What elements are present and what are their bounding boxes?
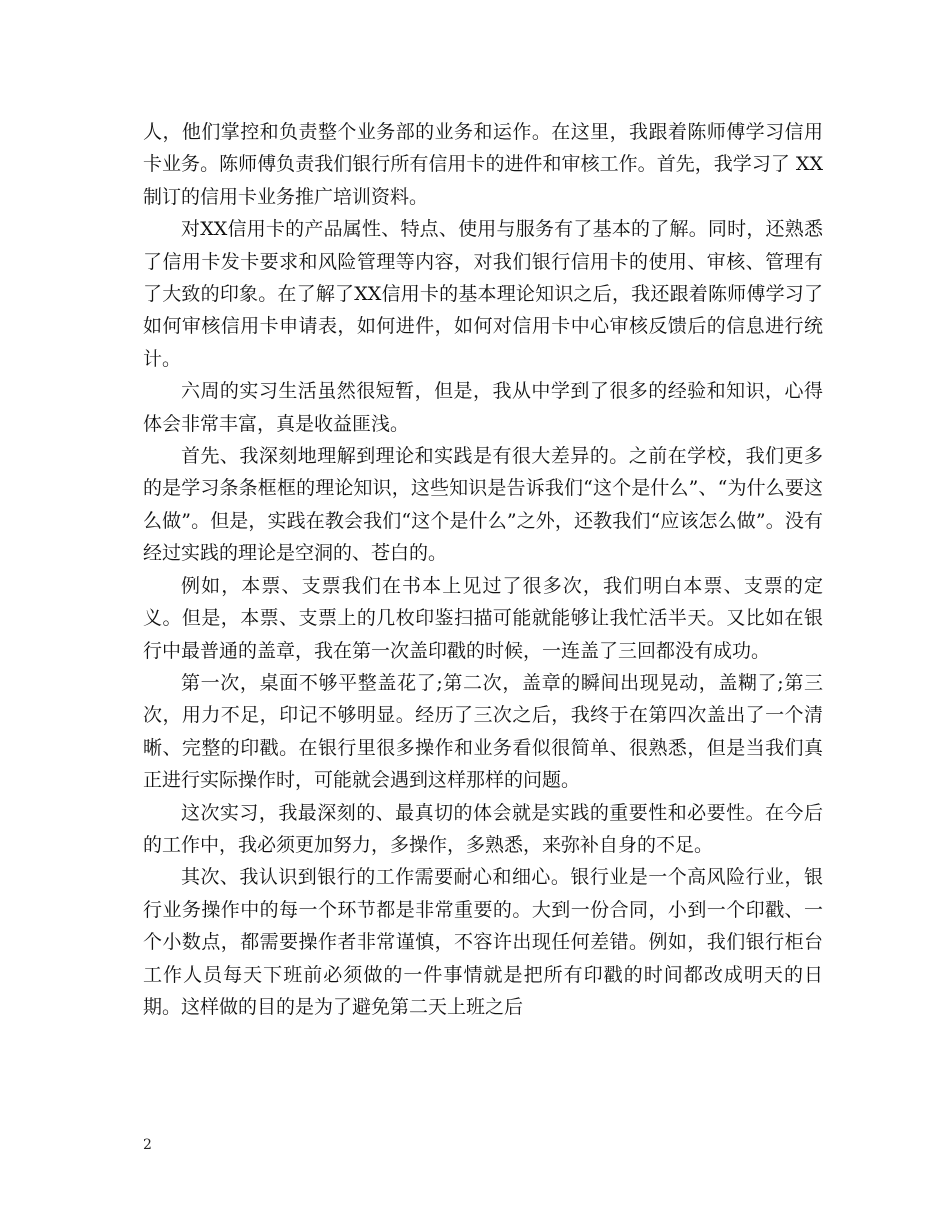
paragraph-4: 首先、我深刻地理解到理论和实践是有很大差异的。之前在学校，我们更多的是学习条条框框的理论知识，这些知识是告诉我们“这个是什么”、“为什么要这么做”。但是，实践在教会我们“这个是什么”之外，还教我们“应该怎么做”。没有经过实践的理论是空洞的、苍白的。 <box>143 445 823 565</box>
paragraph-7: 这次实习，我最深刻的、最真切的体会就是实践的重要性和必要性。在今后的工作中，我必须更加努力，多操作，多熟悉，来弥补自身的不足。 <box>143 801 823 856</box>
paragraph-5: 例如，本票、支票我们在书本上见过了很多次，我们明白本票、支票的定义。但是，本票、支票上的几枚印鉴扫描可能就能够让我忙活半天。又比如在银行中最普通的盖章，我在第一次盖印戳的时候，一连盖了三回都没有成功。 <box>143 574 823 662</box>
paragraph-3: 六周的实习生活虽然很短暂，但是，我从中学到了很多的经验和知识，心得体会非常丰富，真是收益匪浅。 <box>143 380 823 435</box>
paragraph-8: 其次、我认识到银行的工作需要耐心和细心。银行业是一个高风险行业，银行业务操作中的每一个环节都是非常重要的。大到一份合同，小到一个印戳、一个小数点，都需要操作者非常谨慎，不容许出现任何差错。例如，我们银行柜台工作人员每天下班前必须做的一件事情就是把所有印戳的时间都改成明天的日期。这样做的目的是为了避免第二天上班之后 <box>143 866 823 1018</box>
document-body <box>143 116 823 1023</box>
paragraph-2: 对XX信用卡的产品属性、特点、使用与服务有了基本的了解。同时，还熟悉了信用卡发卡要求和风险管理等内容，对我们银行信用卡的使用、审核、管理有了大致的印象。在了解了XX信用卡的基本理论知识之后，我还跟着陈师傅学习了如何审核信用卡申请表，如何进件，如何对信用卡中心审核反馈后的信息进行统计。 <box>143 218 823 370</box>
page-number: 2 <box>143 1137 152 1153</box>
paragraph-1: 人，他们掌控和负责整个业务部的业务和运作。在这里，我跟着陈师傅学习信用卡业务。陈师傅负责我们银行所有信用卡的进件和审核工作。首先，我学习了 XX 制订的信用卡业务推广培训资料。 <box>143 121 823 208</box>
paragraph-6: 第一次，桌面不够平整盖花了;第二次，盖章的瞬间出现晃动，盖糊了;第三次，用力不足，印记不够明显。经历了三次之后，我终于在第四次盖出了一个清晰、完整的印戳。在银行里很多操作和业务看似很简单、很熟悉，但是当我们真正进行实际操作时，可能就会遇到这样那样的问题。 <box>143 671 823 792</box>
